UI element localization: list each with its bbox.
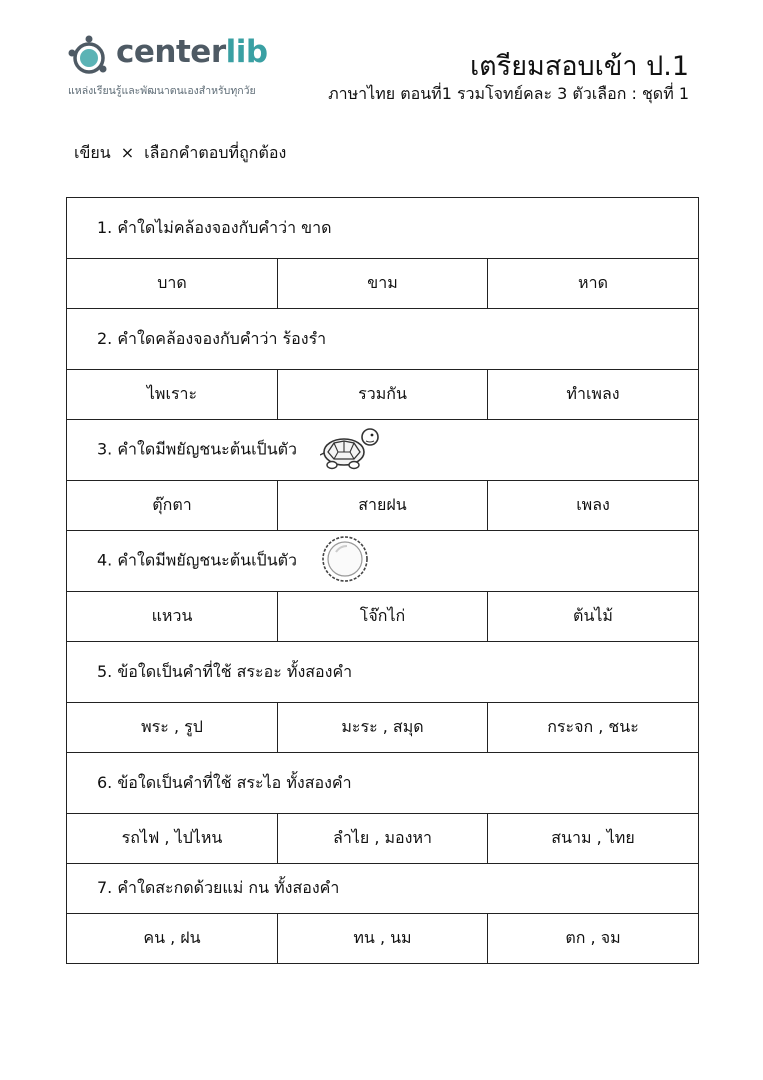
option-2-2[interactable]: รวมกัน xyxy=(278,370,488,420)
question-text: 7. คำใดสะกดด้วยแม่ กน ทั้งสองคำ xyxy=(97,878,340,897)
instruction xyxy=(74,141,286,166)
options-row xyxy=(67,259,699,309)
question-text: 6. ข้อใดเป็นคำที่ใช้ สระไอ ทั้งสองคำ xyxy=(97,772,352,792)
brand-logo xyxy=(66,32,306,102)
options-row xyxy=(67,814,699,864)
options-row xyxy=(67,703,699,753)
brand-name xyxy=(116,34,268,70)
question-1 xyxy=(67,198,699,259)
options-row xyxy=(67,592,699,642)
question-row xyxy=(67,198,699,259)
instruction-text: เลือกคำตอบที่ถูกต้อง xyxy=(144,143,287,162)
question-row xyxy=(67,642,699,703)
cross-mark: × xyxy=(120,143,135,162)
question-row xyxy=(67,864,699,914)
option-7-2[interactable]: ทน , นม xyxy=(278,914,488,964)
question-7 xyxy=(67,864,699,914)
question-6 xyxy=(67,753,699,814)
brand-tagline: แหล่งเรียนรู้และพัฒนาตนเองสำหรับทุกวัย xyxy=(68,85,256,97)
options-row xyxy=(67,481,699,531)
option-6-1[interactable]: รถไฟ , ไปไหน xyxy=(67,814,278,864)
question-text: 5. ข้อใดเป็นคำที่ใช้ สระอะ ทั้งสองคำ xyxy=(97,661,353,681)
option-7-1[interactable]: คน , ฝน xyxy=(67,914,278,964)
brand-logo-icon xyxy=(66,32,112,82)
option-1-3[interactable]: หาด xyxy=(488,259,699,309)
option-4-2[interactable]: โจ๊กไก่ xyxy=(278,592,488,642)
option-2-3[interactable]: ทำเพลง xyxy=(488,370,699,420)
turtle-icon xyxy=(320,425,382,475)
options-row xyxy=(67,914,699,964)
option-3-1[interactable]: ตุ๊กตา xyxy=(67,481,278,531)
option-1-2[interactable]: ขาม xyxy=(278,259,488,309)
option-5-2[interactable]: มะระ , สมุด xyxy=(278,703,488,753)
question-text: 3. คำใดมีพยัญชนะต้นเป็นตัว xyxy=(97,439,297,459)
question-text: 1. คำใดไม่คล้องจองกับคำว่า ขาด xyxy=(97,217,332,237)
option-4-3[interactable]: ต้นไม้ xyxy=(488,592,699,642)
option-3-3[interactable]: เพลง xyxy=(488,481,699,531)
option-6-3[interactable]: สนาม , ไทย xyxy=(488,814,699,864)
page-title: เตรียมสอบเข้า ป.1 xyxy=(469,51,689,82)
question-row xyxy=(67,309,699,370)
option-4-1[interactable]: แหวน xyxy=(67,592,278,642)
question-text: 4. คำใดมีพยัญชนะต้นเป็นตัว xyxy=(97,550,297,570)
question-5 xyxy=(67,642,699,703)
options-row xyxy=(67,370,699,420)
brand-name-part2: lib xyxy=(225,34,268,70)
option-2-1[interactable]: ไพเราะ xyxy=(67,370,278,420)
instruction-label: เขียน xyxy=(74,143,111,162)
option-5-1[interactable]: พระ , รูป xyxy=(67,703,278,753)
quiz-table xyxy=(66,197,699,964)
option-6-2[interactable]: ลำไย , มองหา xyxy=(278,814,488,864)
option-7-3[interactable]: ตก , จม xyxy=(488,914,699,964)
option-3-2[interactable]: สายฝน xyxy=(278,481,488,531)
option-5-3[interactable]: กระจก , ชนะ xyxy=(488,703,699,753)
question-3 xyxy=(67,420,699,481)
question-row xyxy=(67,753,699,814)
brand-name-part1: center xyxy=(116,34,226,70)
question-2 xyxy=(67,309,699,370)
question-row xyxy=(67,420,699,481)
question-text: 2. คำใดคล้องจองกับคำว่า ร้องรำ xyxy=(97,328,327,348)
option-1-1[interactable]: บาด xyxy=(67,259,278,309)
question-row xyxy=(67,531,699,592)
plate-icon xyxy=(320,534,370,588)
question-4 xyxy=(67,531,699,592)
page-subtitle: ภาษาไทย ตอนที่1 รวมโจทย์คละ 3 ตัวเลือก : ชุดที่ 1 xyxy=(328,84,689,103)
